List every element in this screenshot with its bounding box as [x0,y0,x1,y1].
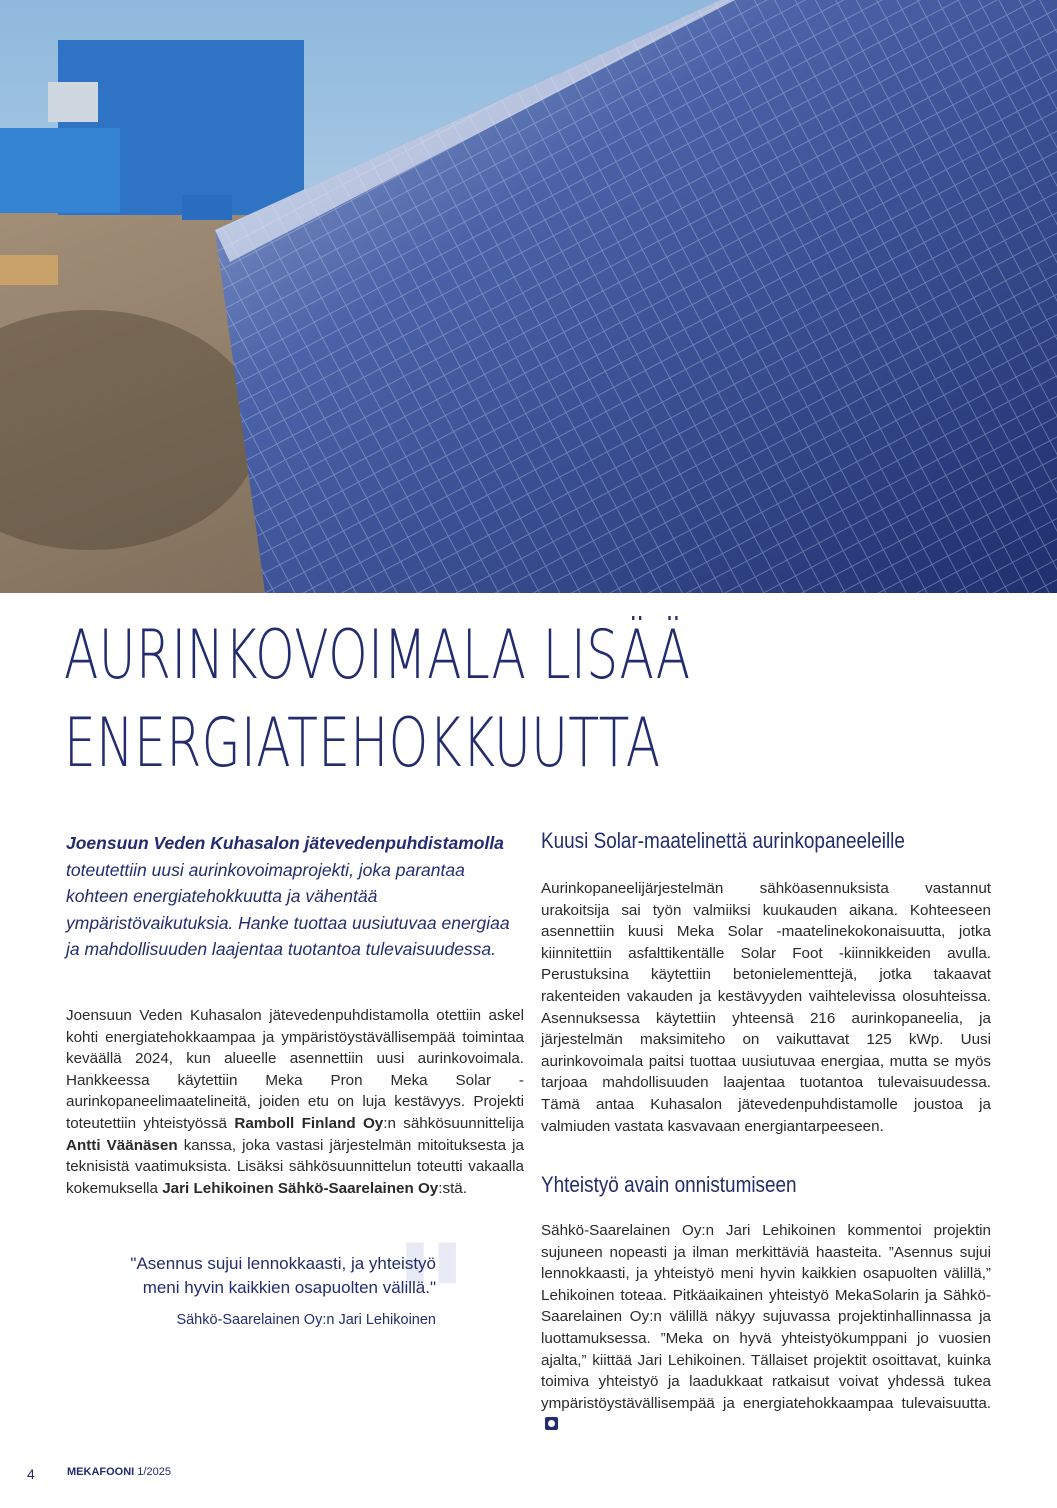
lead-text: toteutettiin uusi aurinkovoimaprojekti, joka parantaa kohteen energiatehokkuutta ja vähentää ympäristövaikutuksia. Hanke tuottaa uusiutuvaa energiaa ja mahdollisuuden laajentaa tuotantoa tulevaisuudessa. [66,859,510,959]
right-paragraph-1: Aurinkopaneelijärjestelmän sähköasennuksista vastannut urakoitsija sai työn valmiiksi kuukauden aikana. Kohteeseen asennettiin kuusi Meka Solar -maatelinekokonaisuutta, jotka kiinnitettiin asfalttikentälle Solar Foot -kiinnikkeiden avulla. Perustuksina käytettiin betonielementtejä, jotka takaavat rakenteiden vakauden ja kestävyyden vaihtelevissa olosuhteissa. Asennuksessa käytettiin yhteensä 216 aurinkopaneelia, ja järjestelmän maksimiteho on vaikuttavat 125 kWp. Uusi aurinkovoimala paitsi tuottaa uusiutuvaa energiaa, mutta se myös tarjoaa mahdollisuuden laajentaa tuotantoa tulevaisuudessa. Tämä antaa Kuhasalon jätevedenpuhdistamolle joustoa ja valmiuden vastata kasvavaan energiantarpeeseen. [541,880,991,1135]
left-column [66,1005,524,1199]
quote-author: Sähkö-Saarelainen Oy:n Jari Lehikoinen [176,1312,436,1328]
left-paragraph [66,1005,524,1199]
pull-quote [100,1252,436,1328]
quote-text: "Asennus sujui lennokkaasti, ja yhteistyö meni hyvin kaikkien osapuolten välillä." [130,1254,436,1297]
left-text-d: :stä. [438,1179,467,1197]
solar-plant-photo [0,0,1057,593]
left-text-b: :n sähkösuunnittelija [383,1114,524,1132]
quote-mark-icon: " [392,1214,471,1388]
right-paragraph-2 [541,1220,991,1436]
article-headline [64,612,691,788]
magazine-issue: 1/2025 [137,1466,171,1478]
lead-paragraph [66,830,526,963]
magazine-name [67,1466,171,1478]
left-text-a: Joensuun Veden Kuhasalon jätevedenpuhdistamolla otettiin askel kohti energiatehokkaampaa ja ympäristöystävällisempää toimintaa keväällä 2024, kun alueelle asennettiin uusi aurinkovoimala. Hankkeessa käytettiin Meka Pron Meka Solar -aurinkopaneelimaatelineitä, joiden etu on luja kestävyys. Projekti toteutettiin yhteistyössä [66,1007,524,1132]
antti-name: Antti Väänäsen [66,1136,178,1154]
subheading-cooperation: Yhteistyö avain onnistumiseen [541,1172,797,1197]
headline-line-1: AURINKOVOIMALA LISÄÄ [64,616,691,695]
right-paragraph-2-text: Sähkö-Saarelainen Oy:n Jari Lehikoinen kommentoi projektin sujuneen nopeasti ja ilman merkittäviä haasteita. ”Asennus sujui lennokkaasti, ja yhteistyö meni hyvin kaikkien osapuolten välillä,” Lehikoinen toteaa. Pitkäaikainen yhteistyö MekaSolarin ja Sähkö-Saarelainen Oy:n välillä näkyy sujuvassa projektinhallinnassa ja luottamuksessa. ”Meka on hyvä yhteistyökumppani jo vuosien ajalta,” kiittää Jari Lehikoinen. Tällaiset projektit osoittavat, kuinka toimiva yhteistyö ja laadukkaat ratkaisut voivat yhdessä tukea ympäristöystävällisempää ja energiatehokkaampaa tulevaisuutta. [541,1222,991,1412]
subheading-solar-racks: Kuusi Solar-maatelinettä aurinkopaneeleille [541,828,905,853]
meka-logo-icon [545,1417,558,1430]
jari-name: Jari Lehikoinen Sähkö-Saarelainen Oy [162,1179,439,1197]
lead-bold: Joensuun Veden Kuhasalon jätevedenpuhdistamolla [66,833,504,853]
hero-photo [0,0,1057,593]
magazine-title: MEKAFOONI [67,1466,135,1478]
left-text-c: kanssa, joka vastasi järjestelmän mitoituksesta ja teknisistä vaatimuksista. Lisäksi sähkösuunnittelun toteutti vakaalla kokemuksella [66,1136,524,1197]
ramboll-name: Ramboll Finland Oy [234,1114,384,1132]
page-number: 4 [27,1466,35,1482]
headline-line-2: ENERGIATEHOKKUUTTA [64,704,661,783]
